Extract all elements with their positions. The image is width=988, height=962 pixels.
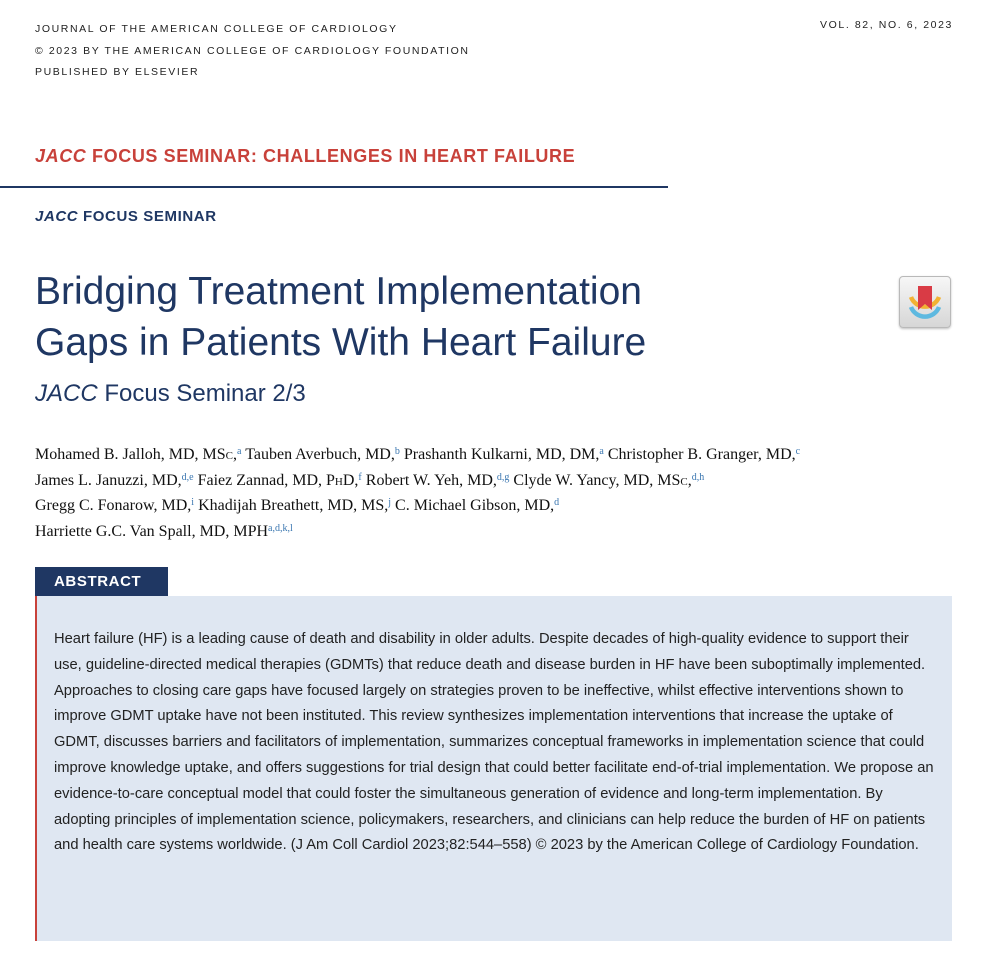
series-jacc: JACC — [35, 146, 87, 166]
affiliation-marker[interactable]: c — [795, 446, 801, 457]
article-title — [35, 266, 646, 368]
volume-info: VOL. 82, NO. 6, 2023 — [820, 19, 953, 31]
affiliation-marker[interactable]: b — [394, 446, 400, 457]
author-name: Clyde W. Yancy, MD, M — [513, 471, 672, 489]
affiliation-marker[interactable]: d,g — [496, 471, 510, 483]
affiliation-marker[interactable]: a — [599, 446, 604, 457]
affiliation-marker[interactable]: f — [358, 471, 362, 483]
journal-name: JOURNAL OF THE AMERICAN COLLEGE OF CARDIOLOGY — [35, 23, 398, 35]
affiliation-marker[interactable]: j — [388, 497, 392, 508]
section-text: FOCUS SEMINAR — [78, 208, 217, 225]
author-line — [35, 442, 960, 468]
journal-header — [35, 19, 470, 84]
author-line — [35, 493, 960, 519]
author-name: Christopher B. Granger, MD, — [607, 446, 796, 463]
author-name: Faiez Zannad, MD, P — [197, 471, 335, 489]
abstract-heading: ABSTRACT — [35, 567, 168, 596]
author-name: Khadijah Breathett, MD, MS, — [198, 497, 389, 514]
author-name: Prashanth Kulkarni, MD, DM, — [403, 446, 600, 463]
series-rule — [0, 186, 668, 188]
article-subtitle — [35, 380, 306, 408]
publisher-line: PUBLISHED BY ELSEVIER — [35, 66, 200, 78]
affiliation-marker[interactable]: d — [554, 497, 560, 508]
author-name-tail: D, — [342, 471, 359, 489]
affiliation-marker[interactable]: d,h — [691, 471, 705, 483]
author-list — [35, 442, 960, 544]
affiliation-marker[interactable]: d,e — [181, 471, 194, 483]
title-line-2: Gaps in Patients With Heart Failure — [35, 321, 647, 364]
abstract-text: Heart failure (HF) is a leading cause of death and disability in older adults. Despite decades of high-quality evidence to support their use, guideline-directed medical therapies (GDMTs) that reduce death and disease burden in HF have been suboptimally implemented. Approaches to closing care gaps have focused largely on strategies proven to be ineffective, whilst effective interventions shown to improve GDMT uptake have not been instituted. This review synthesizes implementation interventions that increase the uptake of GDMT, discusses barriers and facilitators of implementation, summarizes conceptual frameworks in implementation science that could improve knowledge uptake, and offers suggestions for trial design that could better facilitate end-of-trial implementation. We propose an evidence-to-care conceptual model that could foster the simultaneous generation of evidence and long-term implementation. By adopting principles of implementation science, policymakers, researchers, and clinicians can help reduce the burden of HF on patients and health care systems worldwide. (J Am Coll Cardiol 2023;82:544–558) © 2023 by the American College of Cardiology Foundation. — [54, 631, 934, 854]
affiliation-marker[interactable]: a — [237, 446, 242, 457]
affiliation-marker[interactable]: i — [191, 497, 195, 508]
subtitle-jacc: JACC — [35, 380, 98, 407]
author-name: Mohamed B. Jalloh, MD, M — [35, 446, 217, 463]
series-text: FOCUS SEMINAR: CHALLENGES IN HEART FAILURE — [86, 146, 576, 166]
author-line — [35, 468, 960, 494]
section-label — [35, 208, 217, 225]
author-name: Gregg C. Fonarow, MD, — [35, 497, 192, 514]
title-line-1: Bridging Treatment Implementation — [35, 270, 642, 313]
author-degree-smallcaps: h — [334, 471, 343, 489]
author-name: Harriette G.C. Van Spall, MD, MPH — [35, 522, 269, 540]
author-degree-smallcaps: Sc — [216, 446, 234, 463]
author-name-tail: , — [687, 471, 692, 489]
author-degree-smallcaps: Sc — [671, 471, 688, 489]
author-name: Robert W. Yeh, MD, — [365, 471, 497, 489]
author-line — [35, 519, 960, 545]
author-name: C. Michael Gibson, MD, — [395, 497, 555, 514]
author-name: Tauben Averbuch, MD, — [245, 446, 395, 463]
copyright-line: © 2023 BY THE AMERICAN COLLEGE OF CARDIOLOGY FOUNDATION — [35, 44, 470, 57]
crossmark-badge[interactable] — [899, 276, 951, 328]
author-name-tail: , — [233, 446, 238, 463]
section-jacc: JACC — [35, 208, 79, 225]
author-name: James L. Januzzi, MD, — [35, 471, 182, 489]
series-heading — [35, 146, 575, 167]
subtitle-text: Focus Seminar 2/3 — [97, 380, 306, 407]
affiliation-marker[interactable]: a,d,k,l — [268, 522, 293, 534]
crossmark-icon — [900, 277, 950, 327]
